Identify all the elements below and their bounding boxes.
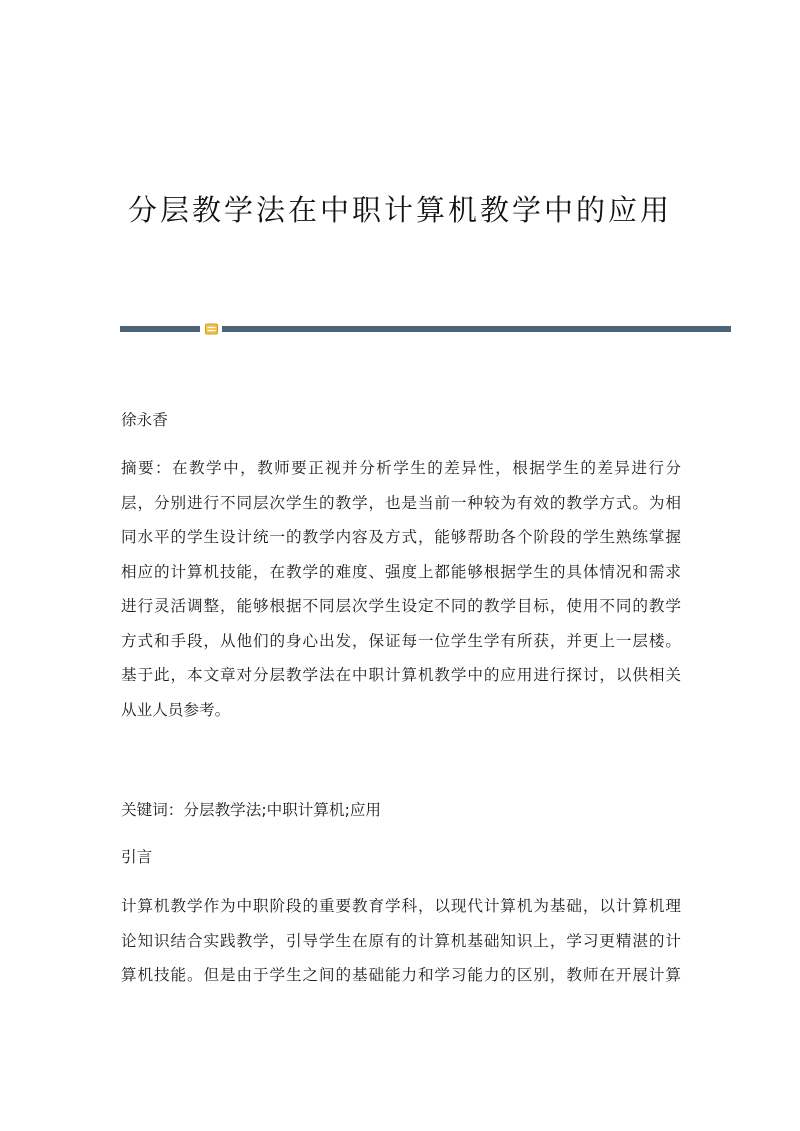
abstract-paragraph [121, 451, 681, 727]
intro-heading: 引言 [121, 848, 153, 866]
abstract-line: 基于此，本文章对分层教学法在中职计算机教学中的应用进行探讨，以供相关 [121, 666, 681, 684]
abstract-line: 相应的计算机技能，在教学的难度、强度上都能够根据学生的具体情况和需求 [121, 562, 681, 581]
title-divider [120, 323, 731, 335]
book-icon [205, 323, 218, 335]
author-name: 徐永香 [121, 411, 168, 429]
abstract-line: 摘要：在教学中，教师要正视并分析学生的差异性，根据学生的差异进行分 [121, 459, 681, 477]
abstract-line: 方式和手段，从他们的身心出发，保证每一位学生学有所获，并更上一层楼。 [121, 631, 681, 650]
abstract-line: 从业人员参考。 [121, 700, 231, 719]
intro-line: 论知识结合实践教学，引导学生在原有的计算机基础知识上，学习更精湛的计 [121, 931, 681, 950]
intro-line: 计算机教学作为中职阶段的重要教育学科，以现代计算机为基础，以计算机理 [121, 897, 681, 915]
intro-line: 算机技能。但是由于学生之间的基础能力和学习能力的区别，教师在开展计算 [121, 966, 681, 984]
page-title: 分层教学法在中职计算机教学中的应用 [127, 193, 672, 227]
abstract-line: 进行灵活调整，能够根据不同层次学生设定不同的教学目标，使用不同的教学 [121, 597, 681, 615]
intro-paragraph [121, 889, 681, 993]
abstract-line: 层，分别进行不同层次学生的教学，也是当前一种较为有效的教学方式。为相 [121, 493, 681, 512]
keywords: 关键词：分层教学法;中职计算机;应用 [121, 801, 382, 819]
abstract-line: 同水平的学生设计统一的教学内容及方式，能够帮助各个阶段的学生熟练掌握 [121, 528, 681, 546]
divider-bar-left [120, 326, 200, 332]
divider-bar-right [222, 326, 731, 332]
